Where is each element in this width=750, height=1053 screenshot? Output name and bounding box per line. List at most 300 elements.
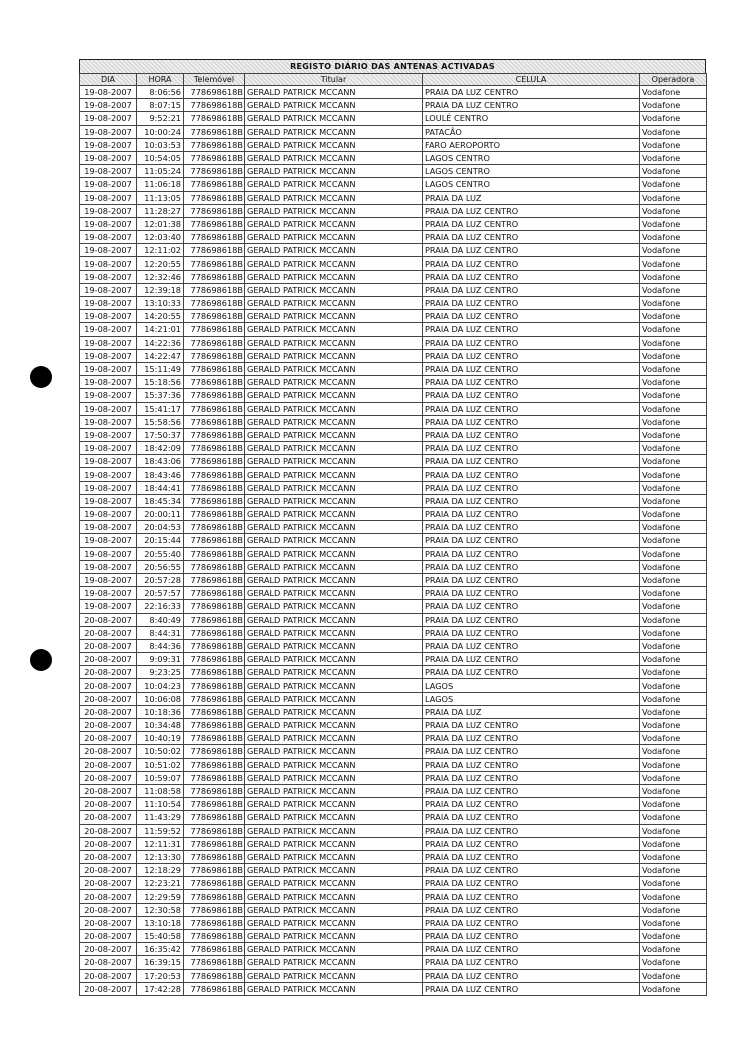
cell-operadora: Vodafone xyxy=(640,415,707,428)
cell-hora: 13:10:33 xyxy=(137,297,184,310)
cell-celula: PRAIA DA LUZ CENTRO xyxy=(423,481,640,494)
cell-celula: PRAIA DA LUZ CENTRO xyxy=(423,811,640,824)
cell-titular: GERALD PATRICK MCCANN xyxy=(245,455,423,468)
table-row xyxy=(80,639,707,652)
cell-dia: 20-08-2007 xyxy=(80,613,137,626)
cell-telemovel: 778698618B xyxy=(184,362,245,375)
table-row xyxy=(80,389,707,402)
cell-dia: 20-08-2007 xyxy=(80,864,137,877)
cell-hora: 14:22:36 xyxy=(137,336,184,349)
cell-telemovel: 778698618B xyxy=(184,758,245,771)
cell-telemovel: 778698618B xyxy=(184,705,245,718)
cell-operadora: Vodafone xyxy=(640,705,707,718)
cell-celula: PRAIA DA LUZ CENTRO xyxy=(423,521,640,534)
table-row xyxy=(80,903,707,916)
table-row xyxy=(80,560,707,573)
cell-telemovel: 778698618B xyxy=(184,943,245,956)
report-sheet xyxy=(79,59,706,996)
cell-celula: LAGOS xyxy=(423,679,640,692)
cell-dia: 19-08-2007 xyxy=(80,323,137,336)
cell-celula: PRAIA DA LUZ CENTRO xyxy=(423,560,640,573)
cell-dia: 19-08-2007 xyxy=(80,165,137,178)
table-body xyxy=(80,86,707,996)
cell-titular: GERALD PATRICK MCCANN xyxy=(245,956,423,969)
cell-telemovel: 778698618B xyxy=(184,547,245,560)
cell-dia: 19-08-2007 xyxy=(80,428,137,441)
cell-celula: PRAIA DA LUZ CENTRO xyxy=(423,270,640,283)
cell-celula: PRAIA DA LUZ CENTRO xyxy=(423,837,640,850)
cell-celula: PRAIA DA LUZ CENTRO xyxy=(423,916,640,929)
cell-dia: 19-08-2007 xyxy=(80,297,137,310)
cell-titular: GERALD PATRICK MCCANN xyxy=(245,560,423,573)
table-row xyxy=(80,705,707,718)
cell-telemovel: 778698618B xyxy=(184,165,245,178)
cell-hora: 8:06:56 xyxy=(137,86,184,99)
table-row xyxy=(80,916,707,929)
cell-dia: 20-08-2007 xyxy=(80,916,137,929)
cell-dia: 19-08-2007 xyxy=(80,376,137,389)
table-row xyxy=(80,613,707,626)
cell-operadora: Vodafone xyxy=(640,125,707,138)
cell-hora: 20:00:11 xyxy=(137,508,184,521)
cell-telemovel: 778698618B xyxy=(184,587,245,600)
cell-operadora: Vodafone xyxy=(640,956,707,969)
cell-operadora: Vodafone xyxy=(640,534,707,547)
cell-telemovel: 778698618B xyxy=(184,732,245,745)
cell-titular: GERALD PATRICK MCCANN xyxy=(245,587,423,600)
header-titular: Titular xyxy=(245,74,423,86)
cell-operadora: Vodafone xyxy=(640,389,707,402)
cell-hora: 11:06:18 xyxy=(137,178,184,191)
cell-titular: GERALD PATRICK MCCANN xyxy=(245,191,423,204)
cell-hora: 10:40:19 xyxy=(137,732,184,745)
cell-operadora: Vodafone xyxy=(640,310,707,323)
cell-hora: 9:23:25 xyxy=(137,666,184,679)
cell-celula: PRAIA DA LUZ CENTRO xyxy=(423,982,640,995)
cell-hora: 14:20:55 xyxy=(137,310,184,323)
cell-operadora: Vodafone xyxy=(640,653,707,666)
table-row xyxy=(80,521,707,534)
cell-telemovel: 778698618B xyxy=(184,982,245,995)
cell-titular: GERALD PATRICK MCCANN xyxy=(245,442,423,455)
cell-dia: 20-08-2007 xyxy=(80,679,137,692)
cell-operadora: Vodafone xyxy=(640,283,707,296)
cell-operadora: Vodafone xyxy=(640,850,707,863)
cell-operadora: Vodafone xyxy=(640,930,707,943)
cell-celula: PRAIA DA LUZ CENTRO xyxy=(423,86,640,99)
cell-telemovel: 778698618B xyxy=(184,969,245,982)
table-row xyxy=(80,99,707,112)
table-row xyxy=(80,270,707,283)
table-row xyxy=(80,376,707,389)
cell-telemovel: 778698618B xyxy=(184,270,245,283)
table-row xyxy=(80,151,707,164)
table-row xyxy=(80,877,707,890)
cell-titular: GERALD PATRICK MCCANN xyxy=(245,653,423,666)
cell-dia: 19-08-2007 xyxy=(80,257,137,270)
table-row xyxy=(80,547,707,560)
cell-celula: PRAIA DA LUZ CENTRO xyxy=(423,297,640,310)
cell-dia: 19-08-2007 xyxy=(80,587,137,600)
table-row xyxy=(80,719,707,732)
cell-hora: 12:01:38 xyxy=(137,217,184,230)
cell-dia: 20-08-2007 xyxy=(80,732,137,745)
cell-dia: 20-08-2007 xyxy=(80,877,137,890)
cell-titular: GERALD PATRICK MCCANN xyxy=(245,916,423,929)
cell-celula: PRAIA DA LUZ CENTRO xyxy=(423,99,640,112)
cell-telemovel: 778698618B xyxy=(184,626,245,639)
punch-hole-bottom xyxy=(30,649,52,671)
cell-telemovel: 778698618B xyxy=(184,257,245,270)
table-row xyxy=(80,811,707,824)
table-row xyxy=(80,428,707,441)
cell-operadora: Vodafone xyxy=(640,824,707,837)
cell-dia: 20-08-2007 xyxy=(80,798,137,811)
table-row xyxy=(80,679,707,692)
cell-titular: GERALD PATRICK MCCANN xyxy=(245,217,423,230)
cell-telemovel: 778698618B xyxy=(184,521,245,534)
table-row xyxy=(80,508,707,521)
cell-dia: 20-08-2007 xyxy=(80,705,137,718)
cell-operadora: Vodafone xyxy=(640,468,707,481)
cell-hora: 15:11:49 xyxy=(137,362,184,375)
cell-celula: PRAIA DA LUZ CENTRO xyxy=(423,824,640,837)
cell-celula: PRAIA DA LUZ CENTRO xyxy=(423,719,640,732)
table-row xyxy=(80,626,707,639)
cell-telemovel: 778698618B xyxy=(184,336,245,349)
cell-hora: 18:43:46 xyxy=(137,468,184,481)
cell-dia: 19-08-2007 xyxy=(80,86,137,99)
cell-telemovel: 778698618B xyxy=(184,784,245,797)
cell-telemovel: 778698618B xyxy=(184,560,245,573)
cell-titular: GERALD PATRICK MCCANN xyxy=(245,244,423,257)
cell-dia: 20-08-2007 xyxy=(80,784,137,797)
cell-hora: 18:43:06 xyxy=(137,455,184,468)
cell-celula: FARO AEROPORTO xyxy=(423,138,640,151)
cell-titular: GERALD PATRICK MCCANN xyxy=(245,402,423,415)
cell-dia: 20-08-2007 xyxy=(80,824,137,837)
table-row xyxy=(80,125,707,138)
cell-titular: GERALD PATRICK MCCANN xyxy=(245,362,423,375)
table-row xyxy=(80,600,707,613)
cell-telemovel: 778698618B xyxy=(184,297,245,310)
cell-telemovel: 778698618B xyxy=(184,389,245,402)
cell-hora: 8:40:49 xyxy=(137,613,184,626)
cell-titular: GERALD PATRICK MCCANN xyxy=(245,811,423,824)
cell-telemovel: 778698618B xyxy=(184,191,245,204)
cell-celula: LAGOS CENTRO xyxy=(423,165,640,178)
cell-hora: 16:39:15 xyxy=(137,956,184,969)
cell-operadora: Vodafone xyxy=(640,376,707,389)
table-row xyxy=(80,758,707,771)
cell-dia: 20-08-2007 xyxy=(80,811,137,824)
cell-telemovel: 778698618B xyxy=(184,310,245,323)
table-row xyxy=(80,191,707,204)
cell-operadora: Vodafone xyxy=(640,771,707,784)
cell-celula: PRAIA DA LUZ CENTRO xyxy=(423,850,640,863)
cell-operadora: Vodafone xyxy=(640,402,707,415)
cell-hora: 11:10:54 xyxy=(137,798,184,811)
cell-operadora: Vodafone xyxy=(640,442,707,455)
cell-telemovel: 778698618B xyxy=(184,415,245,428)
cell-telemovel: 778698618B xyxy=(184,600,245,613)
cell-telemovel: 778698618B xyxy=(184,903,245,916)
cell-titular: GERALD PATRICK MCCANN xyxy=(245,336,423,349)
cell-dia: 20-08-2007 xyxy=(80,837,137,850)
cell-titular: GERALD PATRICK MCCANN xyxy=(245,521,423,534)
table-row xyxy=(80,138,707,151)
cell-titular: GERALD PATRICK MCCANN xyxy=(245,705,423,718)
cell-hora: 10:34:48 xyxy=(137,719,184,732)
cell-hora: 15:41:17 xyxy=(137,402,184,415)
cell-dia: 20-08-2007 xyxy=(80,639,137,652)
cell-operadora: Vodafone xyxy=(640,257,707,270)
cell-operadora: Vodafone xyxy=(640,231,707,244)
cell-hora: 15:40:58 xyxy=(137,930,184,943)
cell-celula: PRAIA DA LUZ CENTRO xyxy=(423,323,640,336)
cell-operadora: Vodafone xyxy=(640,969,707,982)
cell-operadora: Vodafone xyxy=(640,455,707,468)
cell-hora: 10:54:05 xyxy=(137,151,184,164)
report-title: REGISTO DIÁRIO DAS ANTENAS ACTIVADAS xyxy=(79,59,706,73)
cell-operadora: Vodafone xyxy=(640,428,707,441)
cell-celula: PRAIA DA LUZ CENTRO xyxy=(423,547,640,560)
cell-celula: PRAIA DA LUZ CENTRO xyxy=(423,666,640,679)
cell-titular: GERALD PATRICK MCCANN xyxy=(245,415,423,428)
table-row xyxy=(80,362,707,375)
cell-dia: 20-08-2007 xyxy=(80,969,137,982)
cell-telemovel: 778698618B xyxy=(184,692,245,705)
cell-telemovel: 778698618B xyxy=(184,956,245,969)
cell-dia: 20-08-2007 xyxy=(80,653,137,666)
cell-operadora: Vodafone xyxy=(640,613,707,626)
cell-operadora: Vodafone xyxy=(640,217,707,230)
cell-titular: GERALD PATRICK MCCANN xyxy=(245,613,423,626)
cell-titular: GERALD PATRICK MCCANN xyxy=(245,982,423,995)
cell-titular: GERALD PATRICK MCCANN xyxy=(245,99,423,112)
cell-dia: 20-08-2007 xyxy=(80,626,137,639)
cell-operadora: Vodafone xyxy=(640,719,707,732)
cell-operadora: Vodafone xyxy=(640,112,707,125)
table-row xyxy=(80,969,707,982)
header-celula: CELULA xyxy=(423,74,640,86)
cell-celula: PRAIA DA LUZ CENTRO xyxy=(423,969,640,982)
cell-dia: 20-08-2007 xyxy=(80,758,137,771)
cell-celula: PRAIA DA LUZ CENTRO xyxy=(423,784,640,797)
cell-hora: 14:22:47 xyxy=(137,349,184,362)
cell-titular: GERALD PATRICK MCCANN xyxy=(245,270,423,283)
cell-celula: LOULÉ CENTRO xyxy=(423,112,640,125)
table-row xyxy=(80,297,707,310)
cell-hora: 12:18:29 xyxy=(137,864,184,877)
cell-operadora: Vodafone xyxy=(640,692,707,705)
table-row xyxy=(80,455,707,468)
cell-telemovel: 778698618B xyxy=(184,442,245,455)
table-row xyxy=(80,178,707,191)
cell-hora: 12:39:18 xyxy=(137,283,184,296)
cell-hora: 20:57:57 xyxy=(137,587,184,600)
table-row xyxy=(80,402,707,415)
cell-dia: 20-08-2007 xyxy=(80,903,137,916)
table-row xyxy=(80,310,707,323)
cell-celula: PRAIA DA LUZ CENTRO xyxy=(423,758,640,771)
table-row xyxy=(80,217,707,230)
cell-hora: 11:13:05 xyxy=(137,191,184,204)
table-row xyxy=(80,824,707,837)
cell-celula: LAGOS xyxy=(423,692,640,705)
cell-hora: 10:06:08 xyxy=(137,692,184,705)
cell-celula: PRAIA DA LUZ CENTRO xyxy=(423,745,640,758)
cell-operadora: Vodafone xyxy=(640,336,707,349)
table-row xyxy=(80,943,707,956)
cell-operadora: Vodafone xyxy=(640,811,707,824)
cell-titular: GERALD PATRICK MCCANN xyxy=(245,138,423,151)
cell-dia: 19-08-2007 xyxy=(80,455,137,468)
cell-hora: 11:05:24 xyxy=(137,165,184,178)
cell-operadora: Vodafone xyxy=(640,244,707,257)
cell-dia: 19-08-2007 xyxy=(80,191,137,204)
cell-titular: GERALD PATRICK MCCANN xyxy=(245,283,423,296)
cell-operadora: Vodafone xyxy=(640,890,707,903)
table-row xyxy=(80,837,707,850)
cell-celula: PRAIA DA LUZ xyxy=(423,191,640,204)
cell-hora: 17:42:28 xyxy=(137,982,184,995)
cell-titular: GERALD PATRICK MCCANN xyxy=(245,468,423,481)
cell-celula: PRAIA DA LUZ CENTRO xyxy=(423,600,640,613)
cell-hora: 11:28:27 xyxy=(137,204,184,217)
table-row xyxy=(80,283,707,296)
punch-hole-top xyxy=(30,366,52,388)
cell-dia: 19-08-2007 xyxy=(80,534,137,547)
table-row xyxy=(80,798,707,811)
cell-hora: 15:18:56 xyxy=(137,376,184,389)
cell-operadora: Vodafone xyxy=(640,587,707,600)
cell-operadora: Vodafone xyxy=(640,151,707,164)
cell-operadora: Vodafone xyxy=(640,837,707,850)
cell-dia: 20-08-2007 xyxy=(80,692,137,705)
cell-hora: 9:09:31 xyxy=(137,653,184,666)
cell-telemovel: 778698618B xyxy=(184,86,245,99)
cell-celula: PRAIA DA LUZ CENTRO xyxy=(423,890,640,903)
cell-hora: 10:04:23 xyxy=(137,679,184,692)
cell-titular: GERALD PATRICK MCCANN xyxy=(245,600,423,613)
cell-operadora: Vodafone xyxy=(640,297,707,310)
cell-titular: GERALD PATRICK MCCANN xyxy=(245,257,423,270)
cell-celula: PRAIA DA LUZ CENTRO xyxy=(423,771,640,784)
table-row xyxy=(80,653,707,666)
table-row xyxy=(80,165,707,178)
cell-celula: PRAIA DA LUZ CENTRO xyxy=(423,310,640,323)
cell-hora: 15:58:56 xyxy=(137,415,184,428)
header-dia: DIA xyxy=(80,74,137,86)
cell-hora: 12:29:59 xyxy=(137,890,184,903)
cell-operadora: Vodafone xyxy=(640,165,707,178)
cell-operadora: Vodafone xyxy=(640,178,707,191)
cell-dia: 19-08-2007 xyxy=(80,573,137,586)
cell-telemovel: 778698618B xyxy=(184,613,245,626)
cell-hora: 10:59:07 xyxy=(137,771,184,784)
cell-hora: 11:43:29 xyxy=(137,811,184,824)
cell-operadora: Vodafone xyxy=(640,204,707,217)
cell-operadora: Vodafone xyxy=(640,626,707,639)
cell-telemovel: 778698618B xyxy=(184,151,245,164)
cell-telemovel: 778698618B xyxy=(184,653,245,666)
cell-hora: 20:04:53 xyxy=(137,521,184,534)
cell-telemovel: 778698618B xyxy=(184,204,245,217)
cell-celula: PRAIA DA LUZ CENTRO xyxy=(423,389,640,402)
cell-operadora: Vodafone xyxy=(640,666,707,679)
cell-dia: 20-08-2007 xyxy=(80,850,137,863)
table-row xyxy=(80,587,707,600)
cell-telemovel: 778698618B xyxy=(184,376,245,389)
cell-celula: PRAIA DA LUZ CENTRO xyxy=(423,362,640,375)
cell-celula: PRAIA DA LUZ CENTRO xyxy=(423,204,640,217)
cell-operadora: Vodafone xyxy=(640,679,707,692)
cell-hora: 11:08:58 xyxy=(137,784,184,797)
cell-operadora: Vodafone xyxy=(640,573,707,586)
cell-titular: GERALD PATRICK MCCANN xyxy=(245,719,423,732)
cell-dia: 19-08-2007 xyxy=(80,508,137,521)
cell-dia: 19-08-2007 xyxy=(80,283,137,296)
cell-celula: PRAIA DA LUZ CENTRO xyxy=(423,442,640,455)
table-row xyxy=(80,534,707,547)
cell-celula: PRAIA DA LUZ CENTRO xyxy=(423,587,640,600)
cell-telemovel: 778698618B xyxy=(184,745,245,758)
cell-celula: PRAIA DA LUZ CENTRO xyxy=(423,494,640,507)
cell-hora: 13:10:18 xyxy=(137,916,184,929)
cell-hora: 18:45:34 xyxy=(137,494,184,507)
cell-celula: PRAIA DA LUZ CENTRO xyxy=(423,534,640,547)
cell-telemovel: 778698618B xyxy=(184,719,245,732)
cell-celula: PRAIA DA LUZ CENTRO xyxy=(423,415,640,428)
table-row xyxy=(80,784,707,797)
cell-hora: 11:59:52 xyxy=(137,824,184,837)
cell-titular: GERALD PATRICK MCCANN xyxy=(245,494,423,507)
cell-telemovel: 778698618B xyxy=(184,125,245,138)
cell-operadora: Vodafone xyxy=(640,521,707,534)
table-row xyxy=(80,692,707,705)
cell-hora: 12:11:31 xyxy=(137,837,184,850)
cell-titular: GERALD PATRICK MCCANN xyxy=(245,349,423,362)
cell-titular: GERALD PATRICK MCCANN xyxy=(245,86,423,99)
cell-telemovel: 778698618B xyxy=(184,99,245,112)
cell-celula: PRAIA DA LUZ CENTRO xyxy=(423,231,640,244)
cell-telemovel: 778698618B xyxy=(184,428,245,441)
cell-hora: 22:16:33 xyxy=(137,600,184,613)
cell-titular: GERALD PATRICK MCCANN xyxy=(245,798,423,811)
cell-telemovel: 778698618B xyxy=(184,837,245,850)
cell-titular: GERALD PATRICK MCCANN xyxy=(245,297,423,310)
table-header-row xyxy=(80,74,707,86)
cell-telemovel: 778698618B xyxy=(184,231,245,244)
cell-hora: 10:50:02 xyxy=(137,745,184,758)
cell-operadora: Vodafone xyxy=(640,86,707,99)
cell-dia: 19-08-2007 xyxy=(80,244,137,257)
cell-celula: PRAIA DA LUZ CENTRO xyxy=(423,428,640,441)
cell-dia: 20-08-2007 xyxy=(80,982,137,995)
cell-hora: 12:32:46 xyxy=(137,270,184,283)
cell-hora: 10:03:53 xyxy=(137,138,184,151)
cell-titular: GERALD PATRICK MCCANN xyxy=(245,877,423,890)
cell-celula: PRAIA DA LUZ xyxy=(423,705,640,718)
cell-dia: 19-08-2007 xyxy=(80,138,137,151)
cell-celula: PRAIA DA LUZ CENTRO xyxy=(423,653,640,666)
cell-titular: GERALD PATRICK MCCANN xyxy=(245,850,423,863)
cell-dia: 19-08-2007 xyxy=(80,178,137,191)
table-row xyxy=(80,771,707,784)
cell-dia: 19-08-2007 xyxy=(80,151,137,164)
cell-hora: 12:13:30 xyxy=(137,850,184,863)
